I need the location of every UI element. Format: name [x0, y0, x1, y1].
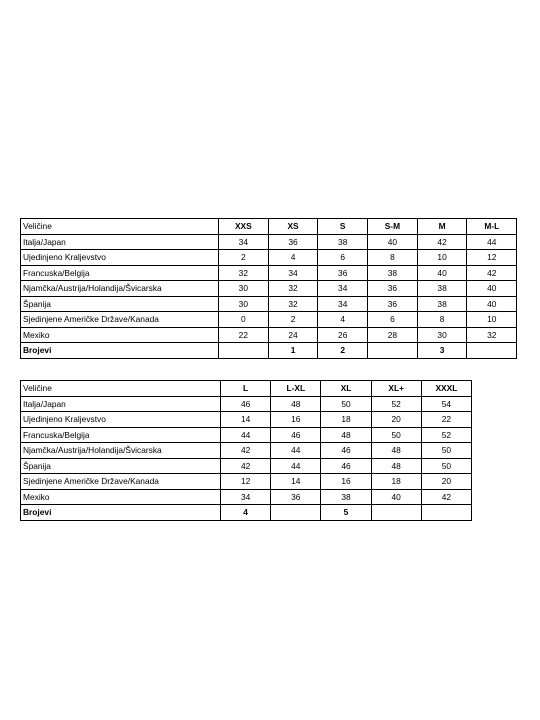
size-value: 24	[268, 327, 318, 343]
size-header: L	[221, 381, 271, 397]
size-header: XXXL	[421, 381, 471, 397]
size-value: 50	[371, 427, 421, 443]
size-value: 36	[368, 281, 418, 297]
table-row	[21, 427, 472, 443]
size-value: 32	[219, 265, 269, 281]
size-value: 14	[221, 412, 271, 428]
country-label: Mexiko	[21, 327, 219, 343]
country-label: Sjedinjene Američke Države/Kanada	[21, 312, 219, 328]
number-value	[421, 505, 471, 521]
table-row	[21, 443, 472, 459]
size-value: 4	[268, 250, 318, 266]
table-row	[21, 265, 517, 281]
size-value: 2	[268, 312, 318, 328]
size-value: 50	[421, 443, 471, 459]
numbers-row	[21, 343, 517, 359]
header-label: Veličine	[21, 381, 221, 397]
size-value: 20	[421, 474, 471, 490]
country-label: Italja/Japan	[21, 234, 219, 250]
size-header: S-M	[368, 219, 418, 235]
country-label: Francuska/Belgija	[21, 265, 219, 281]
size-value: 22	[219, 327, 269, 343]
size-value: 36	[318, 265, 368, 281]
table-row	[21, 234, 517, 250]
country-label: Španija	[21, 296, 219, 312]
size-value: 34	[318, 281, 368, 297]
size-header: L-XL	[271, 381, 321, 397]
size-value: 38	[318, 234, 368, 250]
country-label: Ujedinjeno Kraljevstvo	[21, 412, 221, 428]
size-value: 34	[318, 296, 368, 312]
number-value: 4	[221, 505, 271, 521]
size-header: XL+	[371, 381, 421, 397]
size-value: 42	[221, 443, 271, 459]
size-value: 40	[368, 234, 418, 250]
size-header: S	[318, 219, 368, 235]
size-value: 18	[371, 474, 421, 490]
size-table-1	[20, 218, 517, 359]
size-value: 52	[421, 427, 471, 443]
table-row	[21, 296, 517, 312]
size-value: 40	[467, 281, 517, 297]
size-value: 32	[268, 296, 318, 312]
size-header: M	[417, 219, 467, 235]
size-value: 6	[318, 250, 368, 266]
size-value: 42	[221, 458, 271, 474]
table-row	[21, 474, 472, 490]
size-value: 30	[417, 327, 467, 343]
size-value: 44	[271, 458, 321, 474]
size-value: 40	[371, 489, 421, 505]
size-value: 48	[371, 458, 421, 474]
size-value: 6	[368, 312, 418, 328]
size-value: 52	[371, 396, 421, 412]
country-label: Italja/Japan	[21, 396, 221, 412]
number-value: 2	[318, 343, 368, 359]
country-label: Mexiko	[21, 489, 221, 505]
number-value	[271, 505, 321, 521]
size-value: 32	[467, 327, 517, 343]
size-value: 44	[467, 234, 517, 250]
size-value: 10	[417, 250, 467, 266]
size-value: 0	[219, 312, 269, 328]
country-label: Ujedinjeno Kraljevstvo	[21, 250, 219, 266]
size-value: 44	[271, 443, 321, 459]
size-value: 46	[271, 427, 321, 443]
size-value: 42	[417, 234, 467, 250]
size-value: 36	[271, 489, 321, 505]
table-row	[21, 250, 517, 266]
size-table-2	[20, 380, 472, 521]
size-value: 38	[417, 281, 467, 297]
size-value: 42	[467, 265, 517, 281]
table-row	[21, 396, 472, 412]
number-value	[371, 505, 421, 521]
size-value: 34	[219, 234, 269, 250]
size-value: 30	[219, 296, 269, 312]
size-value: 44	[221, 427, 271, 443]
size-value: 40	[467, 296, 517, 312]
size-value: 34	[221, 489, 271, 505]
size-value: 12	[221, 474, 271, 490]
country-label: Njamčka/Austrija/Holandija/Švicarska	[21, 281, 219, 297]
country-label: Njamčka/Austrija/Holandija/Švicarska	[21, 443, 221, 459]
size-value: 42	[421, 489, 471, 505]
number-value: 3	[417, 343, 467, 359]
size-value: 54	[421, 396, 471, 412]
number-value: 1	[268, 343, 318, 359]
size-value: 40	[417, 265, 467, 281]
size-value: 50	[321, 396, 371, 412]
size-value: 26	[318, 327, 368, 343]
size-value: 48	[371, 443, 421, 459]
table-header-row	[21, 219, 517, 235]
country-label: Sjedinjene Američke Države/Kanada	[21, 474, 221, 490]
table-row	[21, 489, 472, 505]
size-value: 30	[219, 281, 269, 297]
table-row	[21, 327, 517, 343]
size-value: 18	[321, 412, 371, 428]
size-header: M-L	[467, 219, 517, 235]
country-label: Francuska/Belgija	[21, 427, 221, 443]
size-value: 38	[321, 489, 371, 505]
size-value: 10	[467, 312, 517, 328]
size-value: 14	[271, 474, 321, 490]
number-value	[467, 343, 517, 359]
size-value: 38	[417, 296, 467, 312]
table-row	[21, 458, 472, 474]
size-header: XS	[268, 219, 318, 235]
size-value: 50	[421, 458, 471, 474]
table-row	[21, 281, 517, 297]
size-value: 16	[271, 412, 321, 428]
numbers-row	[21, 505, 472, 521]
size-value: 36	[368, 296, 418, 312]
numbers-label: Brojevi	[21, 343, 219, 359]
size-value: 2	[219, 250, 269, 266]
size-value: 4	[318, 312, 368, 328]
size-value: 48	[271, 396, 321, 412]
number-value	[219, 343, 269, 359]
size-value: 34	[268, 265, 318, 281]
size-value: 48	[321, 427, 371, 443]
size-value: 8	[368, 250, 418, 266]
size-value: 22	[421, 412, 471, 428]
size-value: 46	[221, 396, 271, 412]
size-value: 16	[321, 474, 371, 490]
number-value: 5	[321, 505, 371, 521]
numbers-label: Brojevi	[21, 505, 221, 521]
size-value: 32	[268, 281, 318, 297]
table-row	[21, 412, 472, 428]
size-value: 46	[321, 443, 371, 459]
size-value: 38	[368, 265, 418, 281]
number-value	[368, 343, 418, 359]
table-row	[21, 312, 517, 328]
size-value: 36	[268, 234, 318, 250]
size-value: 46	[321, 458, 371, 474]
size-value: 8	[417, 312, 467, 328]
size-header: XXS	[219, 219, 269, 235]
header-label: Veličine	[21, 219, 219, 235]
table-header-row	[21, 381, 472, 397]
size-value: 12	[467, 250, 517, 266]
size-value: 20	[371, 412, 421, 428]
size-value: 28	[368, 327, 418, 343]
country-label: Španija	[21, 458, 221, 474]
size-header: XL	[321, 381, 371, 397]
